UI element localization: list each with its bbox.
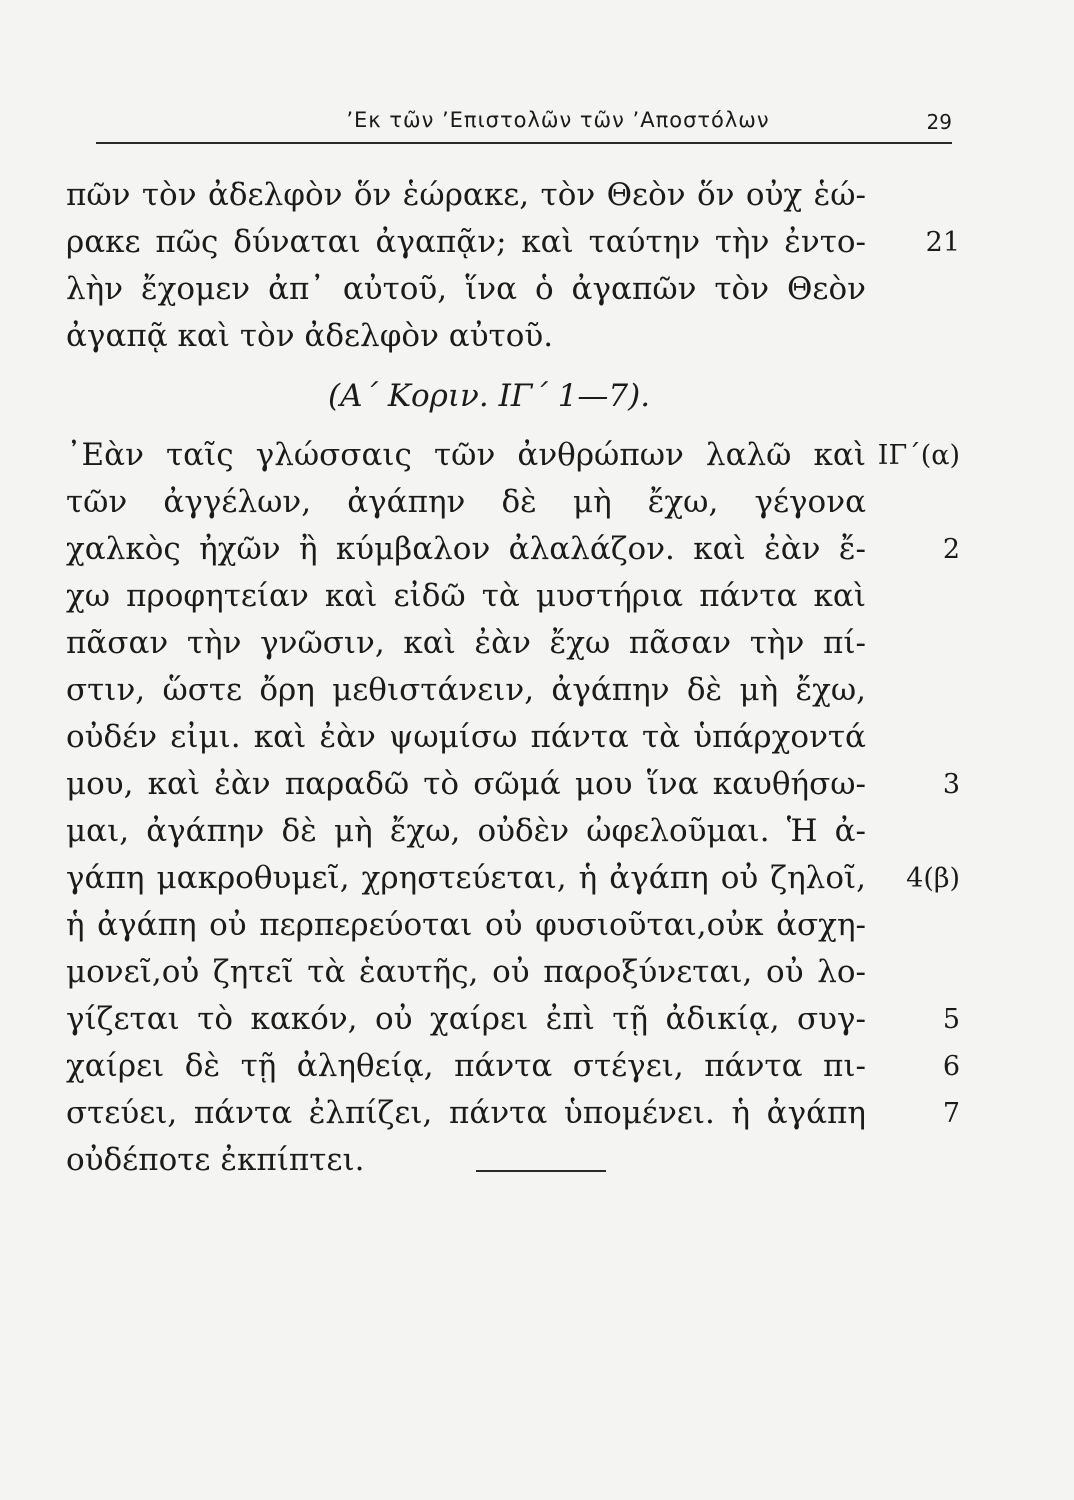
verse-number: 3: [942, 769, 960, 800]
verse-number: 6: [942, 1051, 960, 1082]
running-head: [96, 108, 952, 144]
text-line: στιν, ὥστε ὄρη μεθιστάνειν, ἀγάπην δὲ μὴ ἔχω,: [66, 672, 866, 708]
text-line: γίζεται τὸ κακόν, οὐ χαίρει ἐπὶ τῇ ἀδικίᾳ, συγ-: [66, 1001, 866, 1037]
section-heading: (Α΄ Κοριν. ΙΓ΄ 1—7).: [328, 378, 651, 414]
text-line: ἡ ἀγάπη οὐ περπερεύοται οὐ φυσιοῦται,οὐκ ἀσχη-: [66, 907, 866, 943]
end-rule: [476, 1170, 606, 1172]
verse-number: 5: [942, 1004, 960, 1035]
body-text: [66, 172, 866, 1184]
text-line: οὐδέποτε ἐκπίπτει.: [66, 1142, 365, 1178]
text-line: γάπη μακροθυμεῖ, χρηστεύεται, ἡ ἀγάπη οὐ ζηλοῖ,: [66, 860, 866, 896]
verse-number: 7: [942, 1098, 960, 1129]
verse-number: 21: [925, 227, 960, 258]
text-line: χαίρει δὲ τῇ ἀληθείᾳ, πάντα στέγει, πάντα πι-: [66, 1048, 866, 1084]
verse-number: ΙΓ΄(α): [877, 440, 960, 471]
running-title: ’Εκ τῶν ’Επιστολῶν τῶν ’Αποστόλων: [346, 108, 770, 132]
header-rule: [96, 142, 952, 144]
text-line: πᾶσαν τὴν γνῶσιν, καὶ ἐὰν ἔχω πᾶσαν τὴν πί-: [66, 625, 866, 661]
text-line: ᾿Εὰν ταῖς γλώσσαις τῶν ἀνθρώπων λαλῶ καὶ: [66, 437, 866, 473]
text-line: χω προφητείαν καὶ εἰδῶ τὰ μυστήρια πάντα καὶ: [66, 578, 866, 614]
page-number: 29: [926, 110, 952, 134]
verse-number: 2: [942, 534, 960, 565]
text-line: στεύει, πάντα ἐλπίζει, πάντα ὑπομένει. ἡ ἀγάπη: [66, 1095, 866, 1131]
text-line: μαι, ἀγάπην δὲ μὴ ἔχω, οὐδὲν ὠφελοῦμαι. Ἡ ἀ-: [66, 813, 866, 849]
text-line: λὴν ἔχομεν ἀπ᾿ αὐτοῦ, ἵνα ὁ ἀγαπῶν τὸν Θεὸν: [66, 271, 866, 307]
text-line: ἀγαπᾷ καὶ τὸν ἀδελφὸν αὐτοῦ.: [66, 318, 554, 354]
text-line: χαλκὸς ἠχῶν ἢ κύμβαλον ἀλαλάζον. καὶ ἐὰν ἔ-: [66, 531, 866, 567]
text-line: τῶν ἀγγέλων, ἀγάπην δὲ μὴ ἔχω, γέγονα: [66, 484, 866, 520]
text-line: ρακε πῶς δύναται ἀγαπᾷν; καὶ ταύτην τὴν ἐντο-: [66, 224, 866, 260]
text-line: μονεῖ,οὐ ζητεῖ τὰ ἑαυτῆς, οὐ παροξύνεται, οὐ λο-: [66, 954, 866, 990]
verse-number: 4(β): [906, 863, 960, 894]
text-line: μου, καὶ ἐὰν παραδῶ τὸ σῶμά μου ἵνα καυθήσω-: [66, 766, 866, 802]
text-line: οὐδέν εἰμι. καὶ ἐὰν ψωμίσω πάντα τὰ ὑπάρχοντά: [66, 719, 866, 755]
text-line: πῶν τὸν ἀδελφὸν ὅν ἑώρακε, τὸν Θεὸν ὅν οὐχ ἑώ-: [66, 177, 866, 213]
